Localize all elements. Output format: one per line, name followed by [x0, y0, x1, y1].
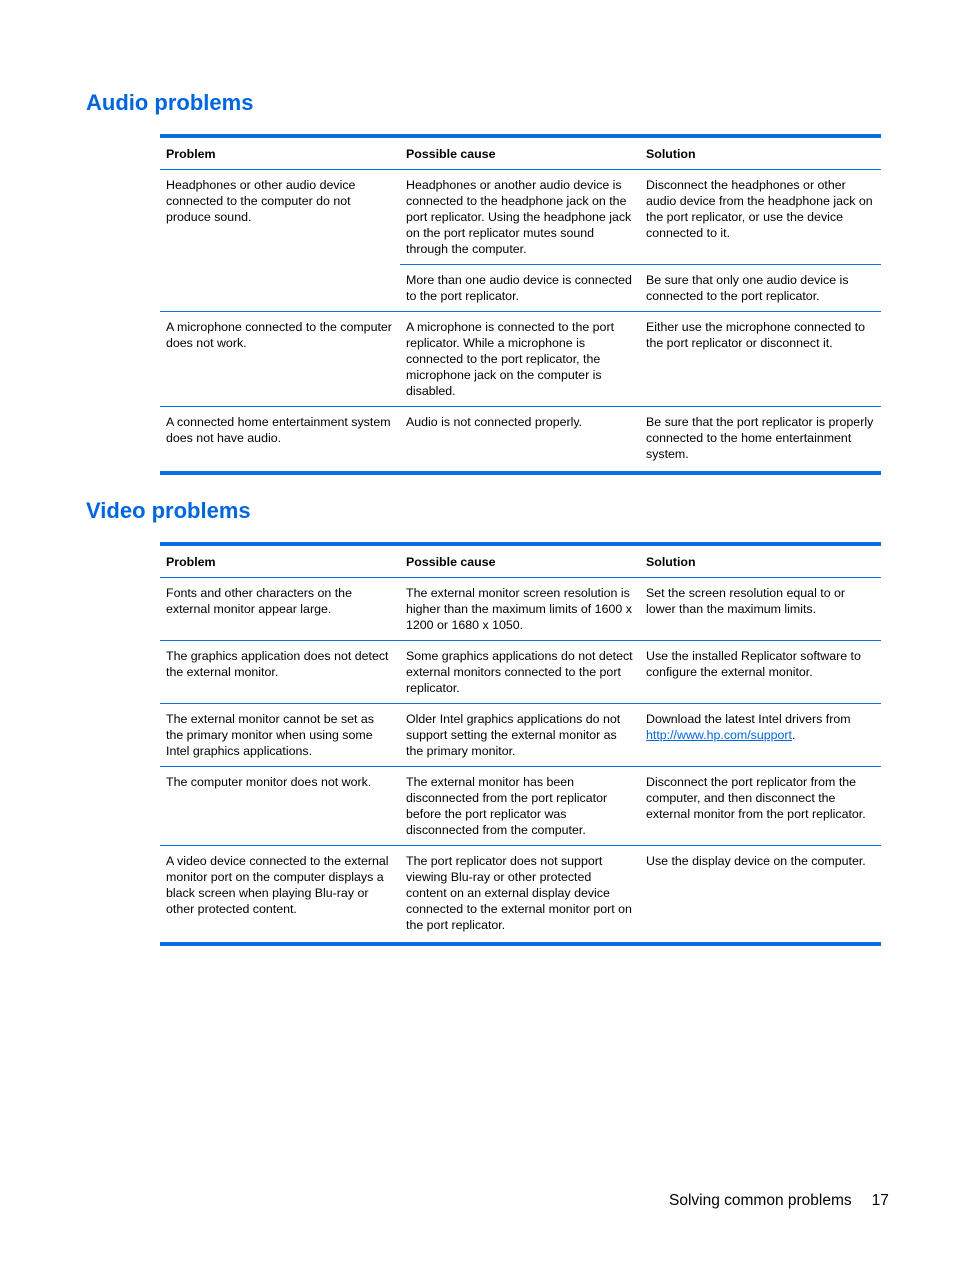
solution-cell: Set the screen resolution equal to or lower than the maximum limits. — [640, 578, 881, 641]
audio-problems-table — [160, 134, 881, 475]
problem-cell: Fonts and other characters on the external monitor appear large. — [160, 578, 400, 641]
solution-text: Download the latest Intel drivers from — [646, 712, 851, 726]
solution-text-end: . — [792, 728, 796, 742]
column-header-cause: Possible cause — [400, 136, 640, 170]
solution-cell: Either use the microphone connected to the port replicator or disconnect it. — [640, 312, 881, 407]
video-problems-table — [160, 542, 881, 946]
table-row — [160, 578, 881, 641]
table-row — [160, 767, 881, 846]
table-header-row — [160, 544, 881, 578]
solution-cell: Disconnect the port replicator from the computer, and then disconnect the external monitor from the port replicator. — [640, 767, 881, 846]
problem-cell: Headphones or other audio device connected to the computer do not produce sound. — [160, 170, 400, 312]
column-header-problem: Problem — [160, 544, 400, 578]
table-row — [160, 641, 881, 704]
table-header-row — [160, 136, 881, 170]
cause-cell: Some graphics applications do not detect external monitors connected to the port replicator. — [400, 641, 640, 704]
problem-cell: The external monitor cannot be set as the primary monitor when using some Intel graphics applications. — [160, 704, 400, 767]
table-row — [160, 704, 881, 767]
problem-cell: A video device connected to the external monitor port on the computer displays a black screen when playing Blu-ray or other protected content. — [166, 854, 389, 916]
table-row — [160, 170, 881, 265]
solution-cell: Use the display device on the computer. — [646, 854, 866, 868]
table-row — [160, 312, 881, 407]
cause-cell: A microphone is connected to the port replicator. While a microphone is connected to the port replicator, the microphone jack on the computer is disabled. — [400, 312, 640, 407]
video-problems-heading: Video problems — [86, 498, 251, 523]
page-number: 17 — [871, 1192, 889, 1209]
page-footer — [669, 1192, 889, 1210]
table-row — [160, 846, 881, 945]
cause-cell: The port replicator does not support viewing Blu-ray or other protected content on an external display device connected to the external monitor port on the port replicator. — [406, 854, 632, 932]
solution-cell: Disconnect the headphones or other audio device from the headphone jack on the port replicator, or use the device connected to it. — [640, 170, 881, 265]
problem-cell: The computer monitor does not work. — [160, 767, 400, 846]
cause-cell: Headphones or another audio device is connected to the headphone jack on the port replicator. Using the headphone jack on the port replicator mutes sound through the computer. — [400, 170, 640, 265]
column-header-solution: Solution — [640, 136, 881, 170]
audio-problems-heading: Audio problems — [86, 90, 254, 115]
column-header-problem: Problem — [160, 136, 400, 170]
cause-cell: The external monitor has been disconnected from the port replicator before the port replicator was disconnected from the computer. — [400, 767, 640, 846]
column-header-solution: Solution — [640, 544, 881, 578]
hp-support-link[interactable]: http://www.hp.com/support — [646, 728, 793, 742]
problem-cell: A microphone connected to the computer does not work. — [160, 312, 400, 407]
footer-section-title: Solving common problems — [669, 1192, 852, 1209]
problem-cell: A connected home entertainment system does not have audio. — [166, 415, 391, 445]
cause-cell: The external monitor screen resolution is higher than the maximum limits of 1600 x 1200 or 1680 x 1050. — [400, 578, 640, 641]
cause-cell: Older Intel graphics applications do not support setting the external monitor as the primary monitor. — [400, 704, 640, 767]
table-row — [160, 407, 881, 474]
solution-cell — [640, 704, 881, 767]
solution-cell: Be sure that only one audio device is connected to the port replicator. — [640, 265, 881, 312]
problem-cell: The graphics application does not detect the external monitor. — [160, 641, 400, 704]
column-header-cause: Possible cause — [400, 544, 640, 578]
cause-cell: More than one audio device is connected to the port replicator. — [400, 265, 640, 312]
solution-cell: Use the installed Replicator software to configure the external monitor. — [640, 641, 881, 704]
solution-cell: Be sure that the port replicator is properly connected to the home entertainment system. — [646, 415, 874, 461]
cause-cell: Audio is not connected properly. — [406, 415, 583, 429]
